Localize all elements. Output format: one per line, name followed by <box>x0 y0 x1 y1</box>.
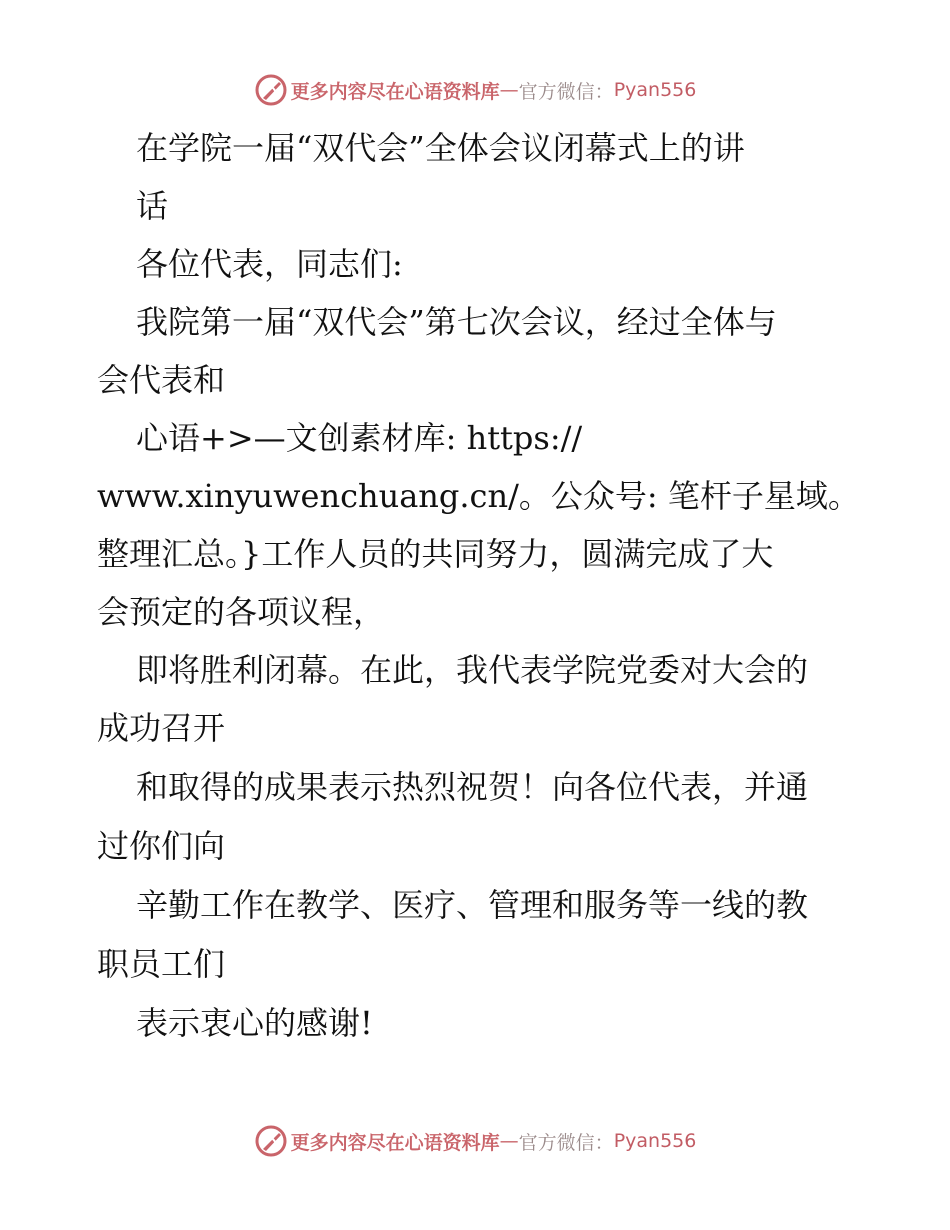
paragraph-line: 和取得的成果表示热烈祝贺！向各位代表，并通 <box>136 768 809 806</box>
paragraph-line: 会代表和 <box>97 361 226 399</box>
paragraph-line: 职员工们 <box>97 945 226 983</box>
banner-wechat-label: 官方微信： <box>518 1131 614 1154</box>
banner-separator: — <box>499 79 519 101</box>
banner-wechat-id: Pyan556 <box>613 1130 697 1152</box>
paragraph-line: 过你们向 <box>97 827 226 865</box>
paragraph-line: 即将胜利闭幕。在此，我代表学院党委对大会的 <box>136 651 809 689</box>
quill-seal-icon <box>254 1124 288 1158</box>
paragraph-line: 会预定的各项议程， <box>97 593 386 631</box>
banner-wechat-id: Pyan556 <box>613 79 697 101</box>
paragraph-line: www.xinyuwenchuang.cn/。公众号: 笔杆子星域。 <box>97 477 860 515</box>
closing-line: 表示衷心的感谢! <box>136 1004 373 1042</box>
banner-wechat-label: 官方微信： <box>518 80 614 103</box>
title-line-1: 在学院一届“双代会”全体会议闭幕式上的讲 <box>136 129 745 167</box>
paragraph-line: 我院第一届“双代会”第七次会议，经过全体与 <box>136 303 777 341</box>
salutation: 各位代表，同志们: <box>136 245 403 283</box>
paragraph-line: 辛勤工作在教学、医疗、管理和服务等一线的教 <box>136 886 809 924</box>
banner-separator: — <box>499 1130 519 1152</box>
banner-title: 更多内容尽在心语资料库 <box>290 1131 500 1154</box>
title-line-2: 话 <box>136 187 169 225</box>
paragraph-line: 成功召开 <box>97 709 226 747</box>
paragraph-line: 整理汇总。}工作人员的共同努力，圆满完成了大 <box>97 535 774 573</box>
footer-banner <box>0 1124 950 1158</box>
paragraph-line: 心语+>—文创素材库: https:// <box>136 419 583 457</box>
banner-title: 更多内容尽在心语资料库 <box>290 80 500 103</box>
